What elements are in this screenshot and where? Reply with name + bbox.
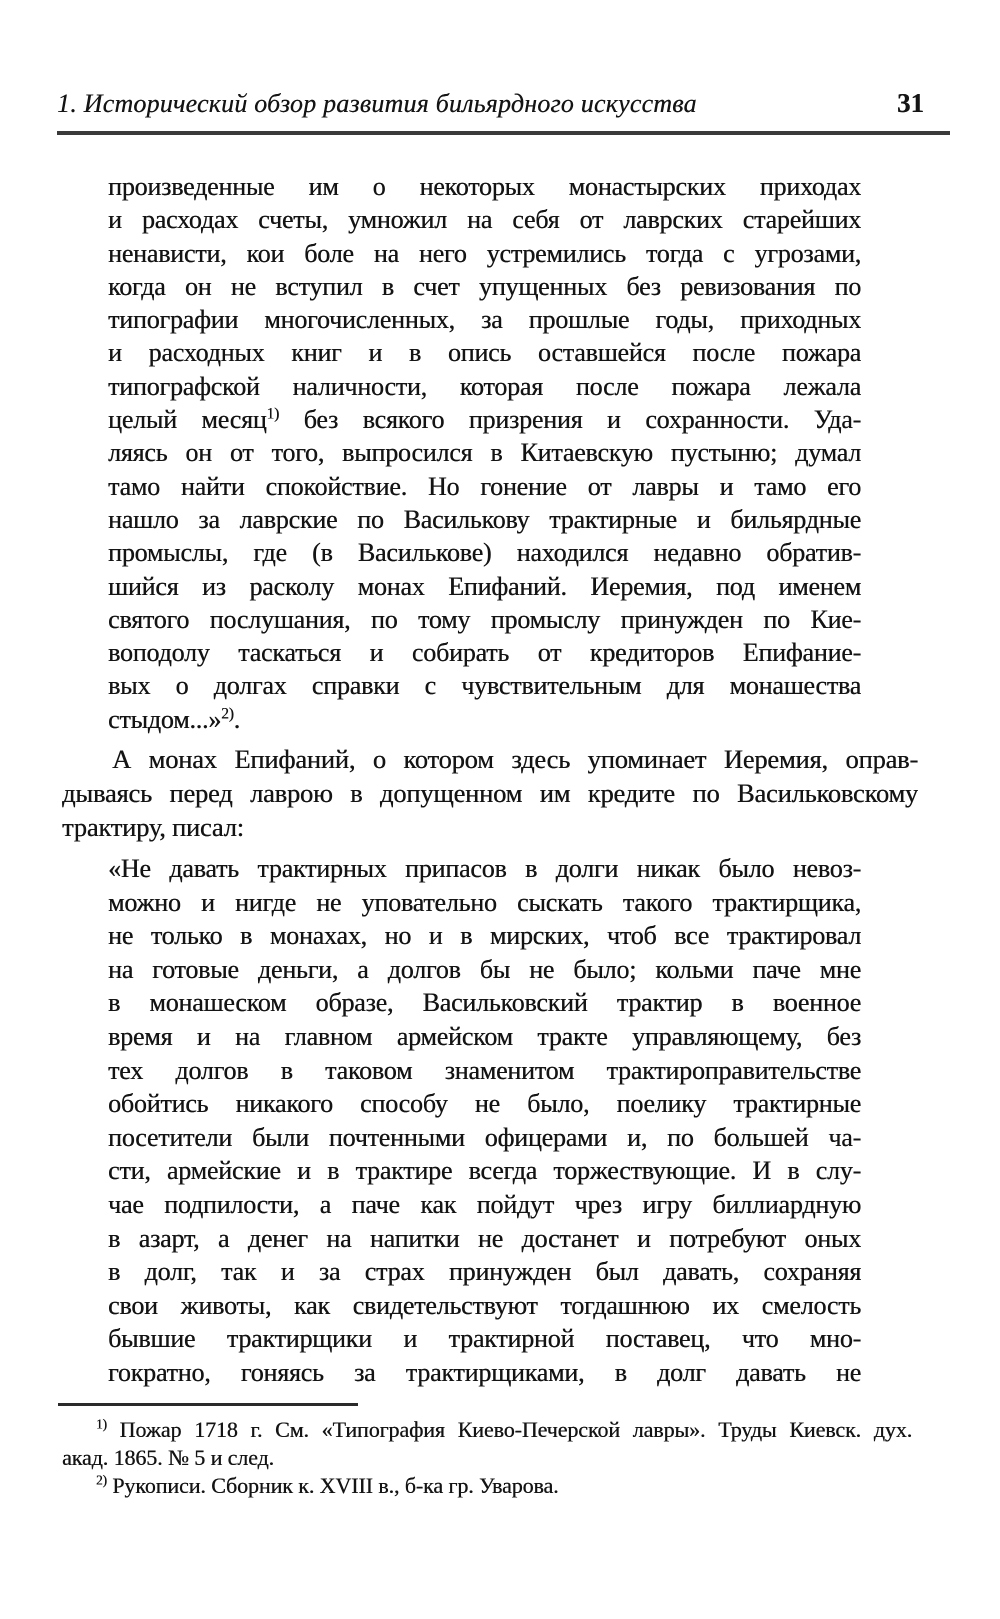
- text-line: время и на главном армейском тракте управляющему, без: [108, 1021, 861, 1051]
- text-line: целый месяц$^{1)}$ без всякого призрения и сохранности. Уда-: [108, 405, 861, 435]
- text-line: А монах Епифаний, о котором здесь упоминает Иеремия, оправ-: [112, 744, 918, 774]
- text-line: $^{1)}$ Пожар 1718 г. См. «Типография Киево-Печерской лавры». Труды Киевск. дух.: [96, 1416, 912, 1442]
- text-line: нашло за лаврские по Василькову трактирные и бильярдные: [108, 504, 861, 534]
- footnotes: [62, 1416, 912, 1500]
- chapter-title: 1. Исторический обзор развития бильярдного искусства: [57, 89, 697, 118]
- quote-block-epiphany: [108, 852, 861, 1390]
- text-line: обойтись никакого способу не было, поелику трактирные: [108, 1089, 861, 1119]
- text-line: «Не давать трактирных припасов в долги никак было невоз-: [108, 854, 861, 883]
- text-line: промыслы, где (в Василькове) находился недавно обратив-: [108, 538, 861, 568]
- text-line: когда он не вступил в счет упущенных без ревизования по: [108, 271, 861, 301]
- text-line: и расходах счеты, умножил на себя от лаврских старейших: [108, 205, 861, 235]
- text-line: стыдом...»$^{2)}$.: [108, 704, 240, 734]
- text-line: и расходных книг и в опись оставшейся после пожара: [108, 338, 861, 368]
- text-line: ненависти, кои боле на него устремились тогда с угрозами,: [108, 238, 861, 268]
- text-line: ляясь он от того, выпросился в Китаевскую пустыню; думал: [108, 438, 861, 468]
- body-paragraph: [62, 742, 918, 844]
- text-line: вых о долгах справки с чувствительным для монашества: [108, 671, 861, 701]
- text-line: посетители были почтенными офицерами и, по большей ча-: [108, 1122, 861, 1152]
- text-line: на готовые деньги, а долгов бы не было; кольми паче мне: [108, 954, 861, 984]
- text-line: святого послушания, по тому промыслу принужден по Кие-: [108, 604, 861, 634]
- text-line: сти, армейские и в трактире всегда торжествующие. И в слу-: [108, 1156, 861, 1186]
- text-line: воподолу таскаться и собирать от кредиторов Епифание-: [108, 638, 861, 668]
- text-line: трактиру, писал:: [62, 812, 244, 842]
- text-line: шийся из расколу монах Епифаний. Иеремия, под именем: [108, 571, 861, 601]
- text-line: можно и нигде не уповательно сыскать такого трактирщика,: [108, 887, 861, 917]
- text-line: произведенные им о некоторых монастырских приходах: [108, 172, 861, 201]
- running-header: [57, 88, 950, 124]
- footnote-marker: 1): [96, 1416, 107, 1432]
- text-line: $^{2)}$ Рукописи. Сборник к. XVIII в., б-ка гр. Уварова.: [96, 1472, 559, 1498]
- header-rule: [57, 131, 950, 135]
- text-line: свои животы, как свидетельствуют тогдашнюю их смелость: [108, 1290, 861, 1320]
- text-line: акад. 1865. № 5 и след.: [62, 1445, 274, 1470]
- footnote-marker: 2): [96, 1472, 107, 1488]
- text-line: в монашеском образе, Васильковский трактир в военное: [108, 988, 861, 1018]
- text-line: в долг, так и за страх принужден был давать, сохраняя: [108, 1257, 861, 1287]
- footnote-marker: 2): [221, 705, 234, 723]
- text-line: тамо найти спокойствие. Но гонение от лавры и тамо его: [108, 471, 861, 501]
- text-line: не только в монахах, но и в мирских, чтоб все трактировал: [108, 921, 861, 951]
- text-line: типографии многочисленных, за прошлые годы, приходных: [108, 305, 861, 335]
- footnote-marker: 1): [266, 405, 280, 423]
- text-line: гократно, гоняясь за трактирщиками, в долг давать не: [108, 1357, 861, 1387]
- text-line: чае подпилости, а паче как пойдут чрез игру биллиардную: [108, 1189, 861, 1219]
- text-line: типографской наличности, которая после пожара лежала: [108, 371, 861, 401]
- text-line: дываясь перед лаврою в допущенном им кредите по Васильковскому: [62, 778, 918, 808]
- text-line: тех долгов в таковом знаменитом трактироправительстве: [108, 1055, 861, 1085]
- page-number: 31: [897, 88, 924, 118]
- footnote-rule: [58, 1403, 358, 1406]
- text-line: бывшие трактирщики и трактирной поставец, что мно-: [108, 1324, 861, 1354]
- text-line: в азарт, а денег на напитки не достанет и потребуют оных: [108, 1223, 861, 1253]
- quote-block-continuation: [108, 170, 861, 736]
